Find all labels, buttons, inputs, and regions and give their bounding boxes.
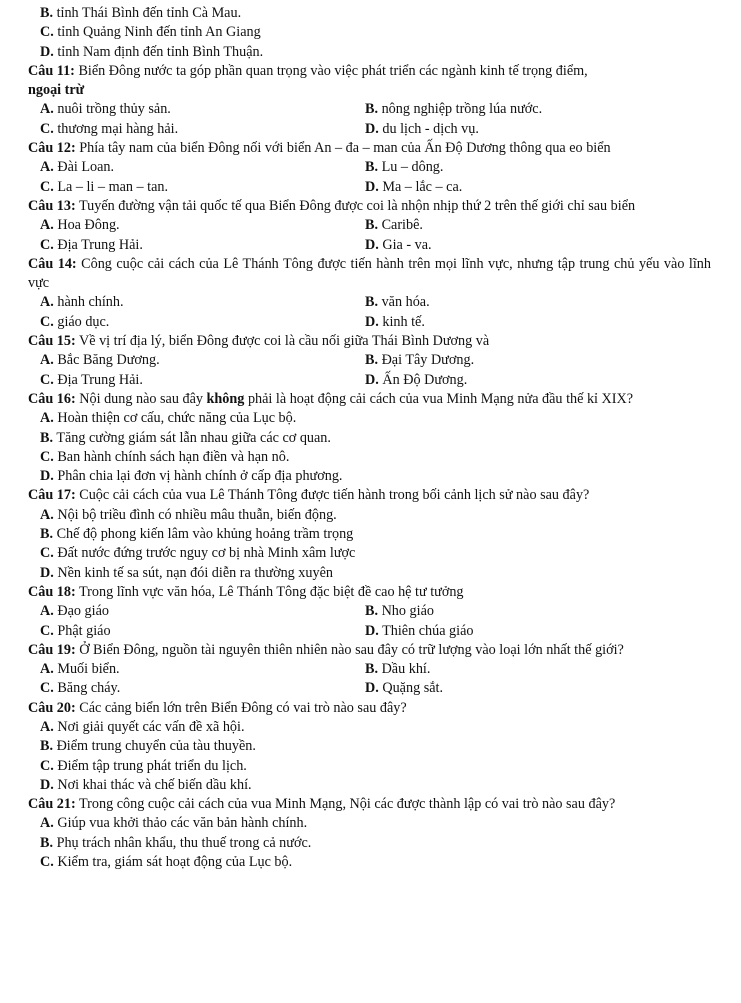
- question-stem: Câu 18: Trong lĩnh vực văn hóa, Lê Thánh Tông đặc biệt đề cao hệ tư tưởng: [28, 583, 464, 600]
- question-19: [28, 641, 711, 699]
- option-b: B. Tăng cường giám sát lẫn nhau giữa các cơ quan.: [40, 429, 331, 446]
- option-row: [28, 100, 711, 119]
- option-b: B. tỉnh Thái Bình đến tỉnh Cà Mau.: [40, 5, 242, 21]
- option-d: D. Phân chia lại đơn vị hành chính ở cấp địa phương.: [40, 468, 343, 485]
- question-12: [28, 139, 711, 197]
- option-d: D. kinh tế.: [365, 313, 425, 330]
- option-c: C. Địa Trung Hải.: [40, 371, 143, 388]
- option-row: [28, 679, 711, 698]
- question-17: [28, 486, 711, 582]
- option-d: D. tỉnh Nam định đến tỉnh Bình Thuận.: [40, 43, 264, 60]
- question-20: [28, 699, 711, 795]
- option-c: C. thương mại hàng hải.: [40, 120, 179, 137]
- question-11: [28, 62, 711, 139]
- prev-question-options: [28, 4, 711, 62]
- option-b: B. Điểm trung chuyển của tàu thuyền.: [40, 738, 256, 755]
- option-b: B. Đại Tây Dương.: [365, 352, 475, 369]
- question-14: [28, 255, 711, 332]
- option-a: A. Đài Loan.: [40, 159, 115, 176]
- option-c: C. Đất nước đứng trước nguy cơ bị nhà Minh xâm lược: [40, 545, 356, 562]
- option-row: [28, 120, 711, 139]
- option-row: [28, 622, 711, 641]
- option-d: D. Gia - va.: [365, 236, 432, 253]
- option-c: C. tỉnh Quảng Ninh đến tỉnh An Giang: [40, 24, 261, 41]
- question-18: [28, 583, 711, 641]
- option-c: C. Kiểm tra, giám sát hoạt động của Lục bộ.: [40, 854, 293, 871]
- option-c: C. Phật giáo: [40, 622, 111, 639]
- question-16: [28, 390, 711, 486]
- option-row: [28, 351, 711, 370]
- option-b: B. nông nghiệp trồng lúa nước.: [365, 101, 543, 118]
- option-d: D. Nền kinh tế sa sút, nạn đói diễn ra thường xuyên: [40, 564, 333, 581]
- question-21: [28, 795, 711, 872]
- option-row: [28, 158, 711, 177]
- option-d: D. Nơi khai thác và chế biến dầu khí.: [40, 776, 252, 793]
- option-c: C. Băng cháy.: [40, 680, 121, 697]
- option-b: B. Caribê.: [365, 217, 423, 234]
- option-c: C. Địa Trung Hải.: [40, 236, 143, 253]
- question-13: [28, 197, 711, 255]
- option-a: A. Nội bộ triều đình có nhiều mâu thuẫn, biến động.: [40, 506, 337, 523]
- option-b: B. Phụ trách nhân khẩu, thu thuế trong cả nước.: [40, 834, 312, 851]
- option-a: A. Đạo giáo: [40, 603, 109, 620]
- option-d: D. Quặng sắt.: [365, 680, 444, 697]
- option-row: [28, 293, 711, 312]
- option-a: A. Bắc Băng Dương.: [40, 352, 160, 369]
- option-row: [28, 371, 711, 390]
- option-c: C. Ban hành chính sách hạn điền và hạn nô.: [40, 448, 290, 465]
- option-a: A. Muối biển.: [40, 661, 120, 678]
- option-row: [28, 660, 711, 679]
- question-stem: Câu 14: Công cuộc cải cách của Lê Thánh Tông được tiến hành trên mọi lĩnh vực, nhưng tập trung chủ yếu vào lĩnh vực: [28, 255, 711, 292]
- option-a: A. Hoàn thiện cơ cấu, chức năng của Lục bộ.: [40, 410, 297, 427]
- question-stem: Câu 19: Ở Biển Đông, nguồn tài nguyên thiên nhiên nào sau đây có trữ lượng vào loại lớn nhất thế giới?: [28, 641, 624, 658]
- question-stem: Câu 17: Cuộc cải cách của vua Lê Thánh Tông được tiến hành trong bối cảnh lịch sử nào sau đây?: [28, 487, 590, 504]
- question-stem: Câu 16: Nội dung nào sau đây không phải là hoạt động cải cách của vua Minh Mạng nửa đầu thế kỉ XIX?: [28, 390, 634, 407]
- question-stem: Câu 20: Các cảng biển lớn trên Biển Đông có vai trò nào sau đây?: [28, 699, 407, 716]
- option-b: B. Nho giáo: [365, 603, 434, 620]
- question-stem: Câu 15: Về vị trí địa lý, biển Đông được coi là cầu nối giữa Thái Bình Dương và: [28, 333, 490, 350]
- question-stem: Câu 11: Biển Đông nước ta góp phần quan trọng vào việc phát triển các ngành kinh tế trọng điểm, ngoại trừ: [28, 62, 588, 99]
- option-b: B. Dầu khí.: [365, 661, 431, 678]
- option-b: B. văn hóa.: [365, 294, 430, 311]
- option-a: A. hành chính.: [40, 294, 124, 311]
- option-c: C. Điểm tập trung phát triển du lịch.: [40, 757, 247, 774]
- option-row: [28, 216, 711, 235]
- question-15: [28, 332, 711, 390]
- option-a: A. Nơi giải quyết các vấn đề xã hội.: [40, 718, 245, 735]
- option-a: A. Hoa Đông.: [40, 217, 120, 234]
- option-a: A. nuôi trồng thủy sản.: [40, 101, 171, 118]
- question-stem: Câu 13: Tuyến đường vận tải quốc tế qua Biển Đông được coi là nhộn nhịp thứ 2 trên thế giới chỉ sau biển: [28, 197, 636, 214]
- option-row: [28, 313, 711, 332]
- option-d: D. du lịch - dịch vụ.: [365, 120, 479, 137]
- option-row: [28, 178, 711, 197]
- question-stem: Câu 12: Phía tây nam của biển Đông nối với biển An – đa – man của Ấn Độ Dương thông qua eo biển: [28, 140, 611, 157]
- option-row: [28, 602, 711, 621]
- option-d: D. Thiên chúa giáo: [365, 622, 474, 639]
- option-a: A. Giúp vua khởi thảo các văn bản hành chính.: [40, 815, 308, 832]
- option-row: [28, 236, 711, 255]
- option-c: C. La – li – man – tan.: [40, 178, 169, 195]
- question-stem: Câu 21: Trong công cuộc cải cách của vua Minh Mạng, Nội các được thành lập có vai trò nào sau đây?: [28, 796, 616, 813]
- option-b: B. Chế độ phong kiến lâm vào khủng hoảng trầm trọng: [40, 526, 354, 543]
- option-d: D. Ma – lắc – ca.: [365, 178, 463, 195]
- option-b: B. Lu – dông.: [365, 159, 444, 176]
- option-c: C. giáo dục.: [40, 313, 110, 330]
- option-d: D. Ấn Độ Dương.: [365, 371, 468, 388]
